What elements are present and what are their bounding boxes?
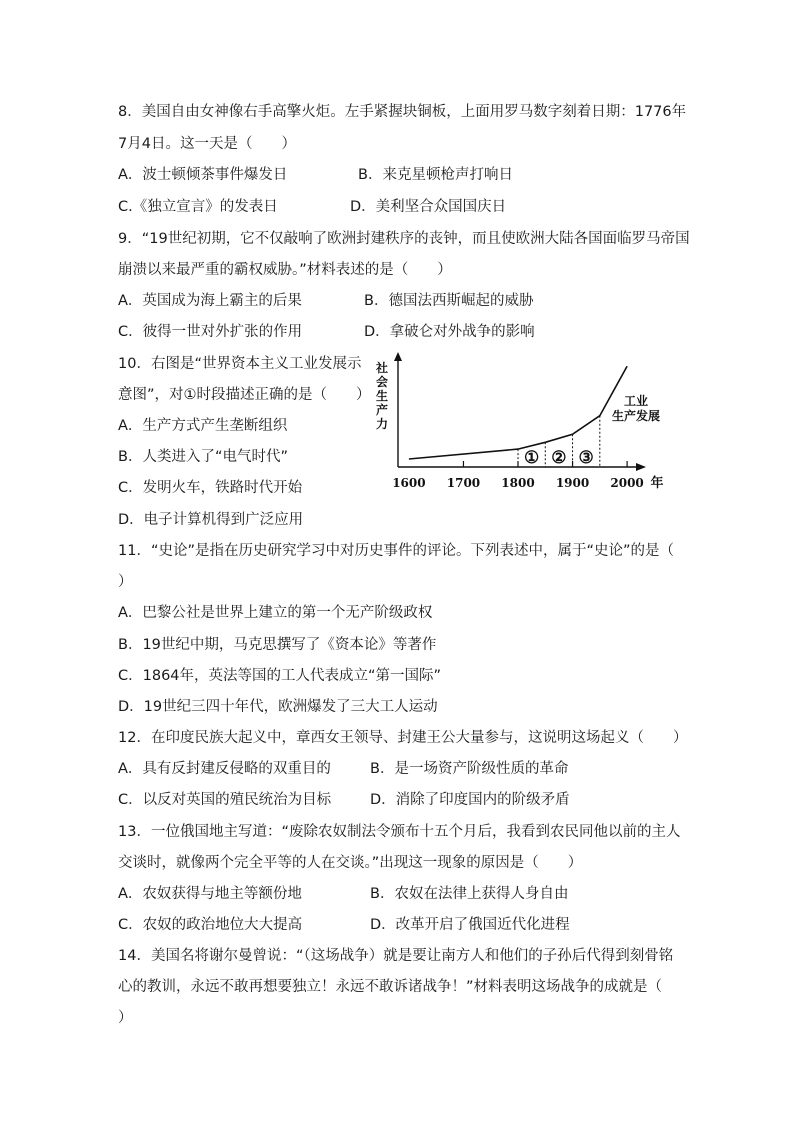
q12-option-c: C．以反对英国的殖民统治为目标 [118,792,332,808]
q9-option-d: D．拿破仑对外战争的影响 [364,324,535,340]
q13-option-a: A．农奴获得与地主等额份地 [118,886,302,902]
period-label: ① [524,448,540,468]
x-tick-label-2000: 2000 [610,476,644,490]
series-label-line1: 工业 [623,394,649,408]
q10-option-c: C．发明火车，铁路时代开始 [118,480,303,496]
q11-stem-line1: 11．“史论”是指在历史研究学习中对历史事件的评论。下列表述中，属于“史论”的是（ [118,543,674,559]
q10-stem-line2: 意图”，对①时段描述正确的是（ ） [118,387,371,403]
period-label: ③ [578,448,594,468]
industrial-development-chart [370,350,670,500]
q13-option-c: C．农奴的政治地位大大提高 [118,917,303,933]
q9-option-b: B．德国法西斯崛起的威胁 [364,293,534,309]
q11-stem-line2: ） [118,574,133,590]
x-axis-arrow [636,463,646,471]
q10-stem-line1: 10．右图是“世界资本主义工业发展示 [118,356,362,372]
q8-option-c: C.《独立宣言》的发表日 [118,199,278,215]
q8-option-d: D．美利坚合众国国庆日 [350,199,507,215]
q8-stem-line1: 8．美国自由女神像右手高擎火炬。左手紧握块铜板，上面用罗马数字刻着日期：1776年 [118,104,687,120]
q12-option-b: B．是一场资产阶级性质的革命 [370,761,569,777]
q12-option-a: A．具有反封建反侵略的双重目的 [118,761,331,777]
production-curve [409,366,627,459]
x-tick-label-1800: 1800 [501,476,535,490]
q10-option-b: B．人类进入了“电气时代” [118,449,288,465]
q9-stem-line1: 9．“19世纪初期，它不仅敲响了欧洲封建秩序的丧钟，而且使欧洲大陆各国面临罗马帝国 [118,231,690,247]
q14-stem-line3: ） [118,1010,133,1026]
q12-stem-line1: 12．在印度民族大起义中，章西女王领导、封建王公大量参与，这说明这场起义（ ） [118,730,688,746]
q13-option-d: D．改革开启了俄国近代化进程 [370,917,570,933]
period-label: ② [551,448,567,468]
x-axis-label: 年 [650,476,664,491]
q8-stem-line2: 7月4日。这一天是（ ） [118,136,296,152]
x-tick-label-1600: 1600 [392,476,426,490]
q13-option-b: B．农奴在法律上获得人身自由 [370,886,569,902]
q9-option-a: A．英国成为海上霸主的后果 [118,293,302,309]
x-tick-label-1900: 1900 [555,476,590,490]
q14-stem-line1: 14．美国名将谢尔曼曾说：“（这场战争）就是要让南方人和他们的子孙后代得到刻骨铭 [118,948,674,964]
q11-option-a: A．巴黎公社是世界上建立的第一个无产阶级政权 [118,605,433,621]
q8-option-b: B．来克星顿枪声打响日 [358,167,513,183]
x-tick-label-1700: 1700 [446,476,481,490]
q13-stem-line2: 交谈时，就像两个完全平等的人在交谈。”出现这一现象的原因是（ ） [118,855,583,871]
q12-option-d: D．消除了印度国内的阶级矛盾 [370,792,570,808]
q10-option-d: D．电子计算机得到广泛应用 [118,512,304,528]
q10-option-a: A．生产方式产生垄断组织 [118,418,288,434]
q11-option-d: D．19世纪三四十年代，欧洲爆发了三大工人运动 [118,699,438,715]
y-axis-arrow [394,352,402,361]
q14-stem-line2: 心的教训，永远不敢再想要独立！永远不敢诉诸战争！”材料表明这场战争的成就是（ [118,979,663,995]
series-label [612,394,660,423]
q8-option-a: A．波士顿倾茶事件爆发日 [118,167,288,183]
q9-stem-line2: 崩溃以来最严重的霸权威胁。”材料表述的是（ ） [118,262,452,278]
q9-option-c: C．彼得一世对外扩张的作用 [118,324,303,340]
q13-stem-line1: 13．一位俄国地主写道：“废除农奴制法令颁布十五个月后，我看到农民同他以前的主人 [118,824,681,840]
y-axis-label [375,360,388,431]
q11-option-c: C．1864年，英法等国的工人代表成立“第一国际” [118,668,442,684]
q11-option-b: B．19世纪中期，马克思撰写了《资本论》等著作 [118,637,437,653]
y-axis-label-text: 社会生产力 [375,361,389,431]
series-label-line2: 生产发展 [611,409,661,423]
